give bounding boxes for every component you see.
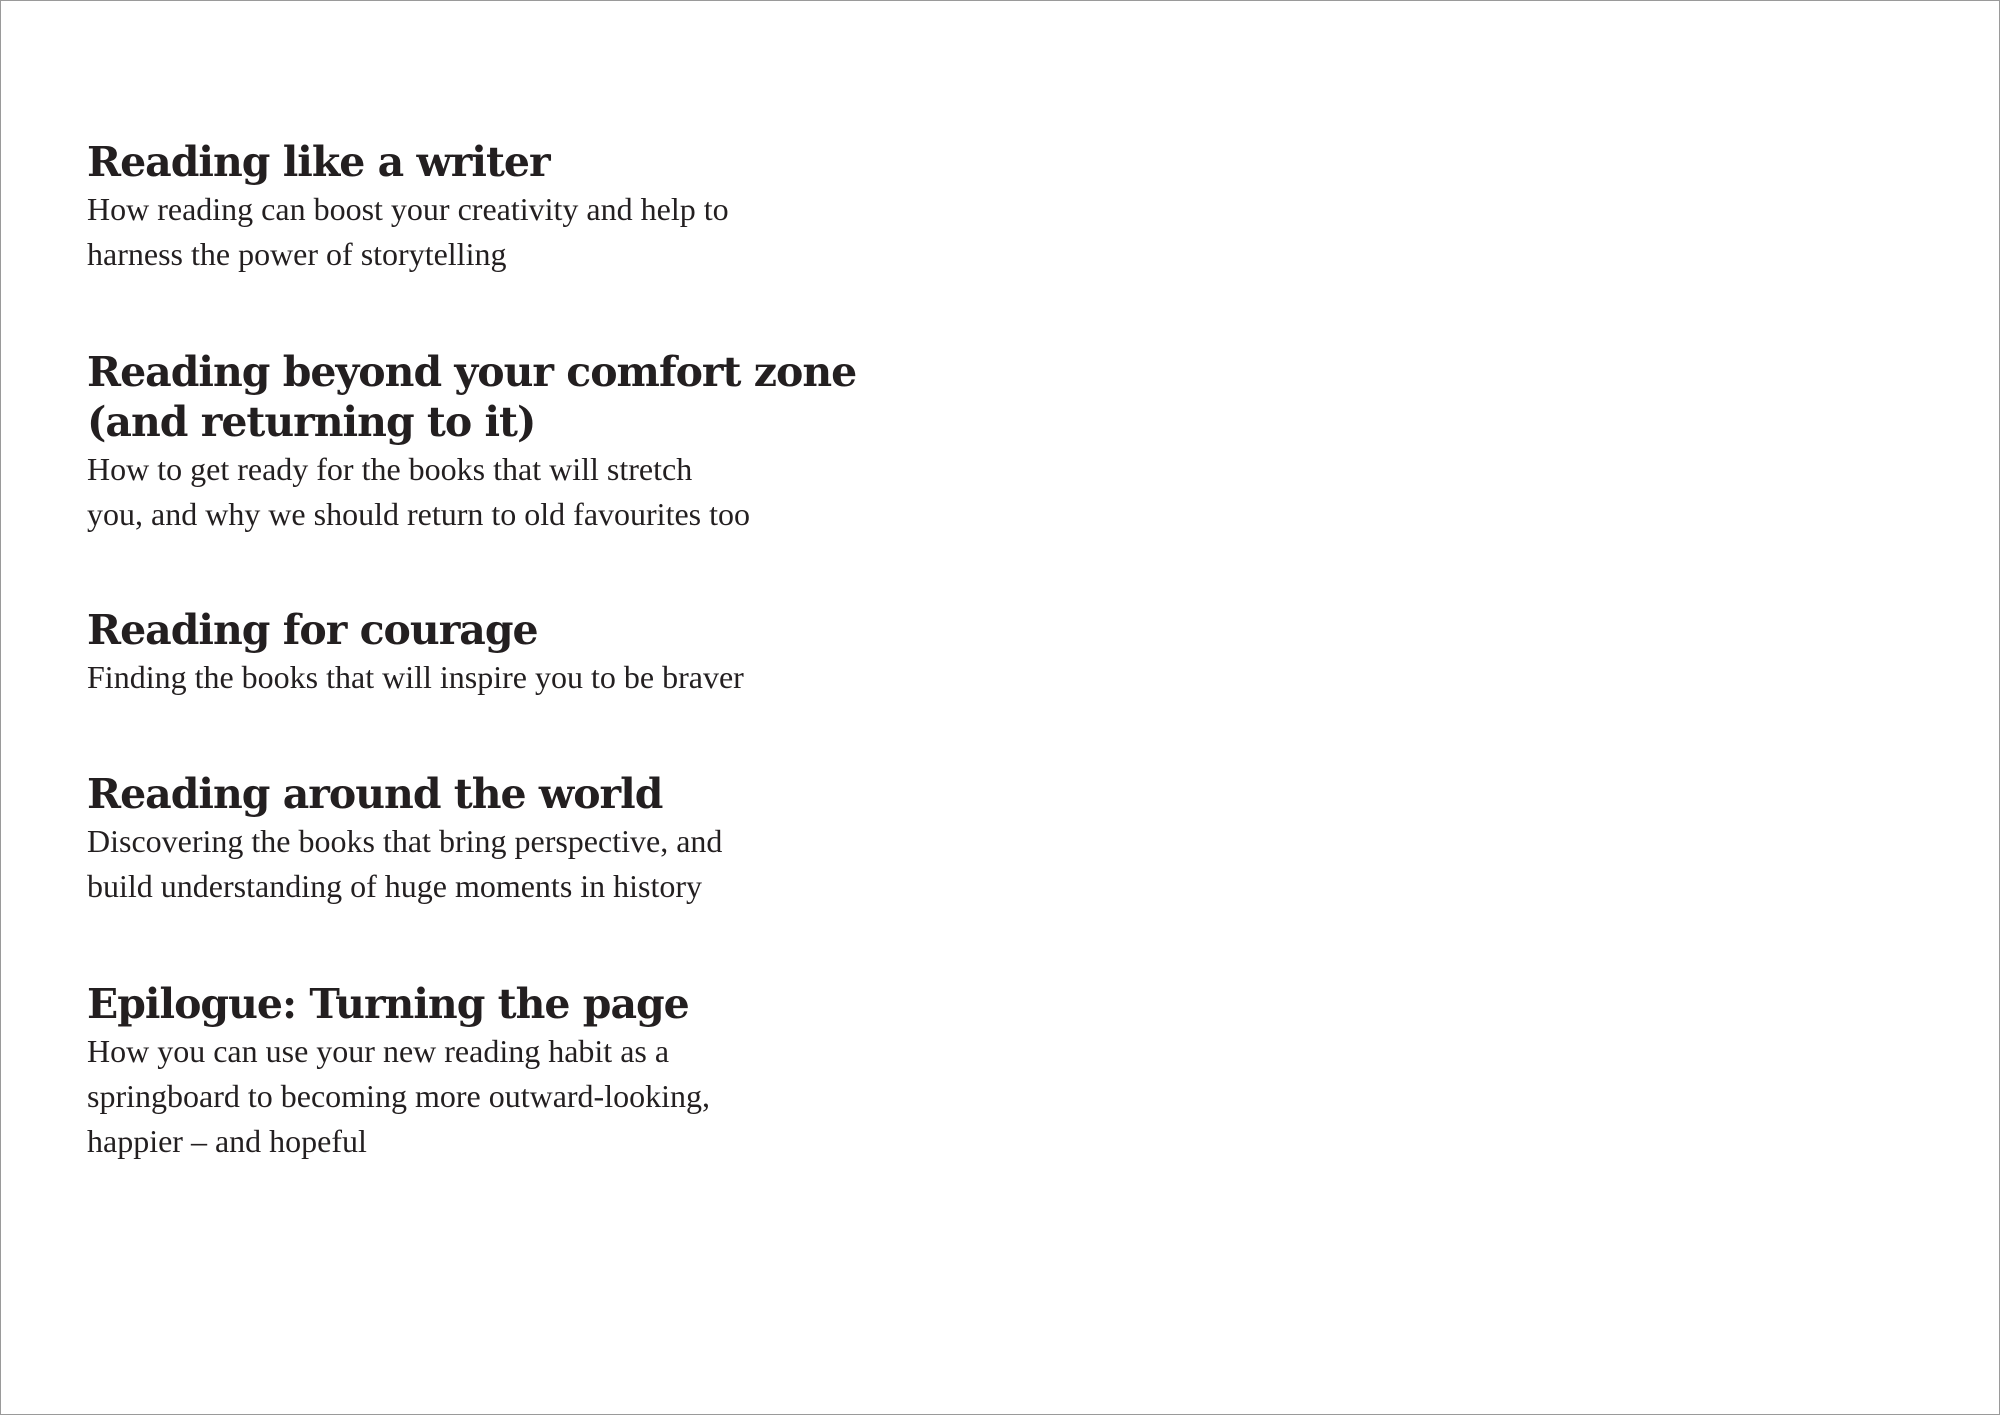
entry-description: How to get ready for the books that will stretch you, and why we should return to old favourites too xyxy=(87,451,750,532)
entry-title: Epilogue: Turning the page xyxy=(87,980,689,1028)
entry-title: Reading like a writer xyxy=(87,138,550,186)
entry-title: Reading around the world xyxy=(87,770,663,818)
entry-title: Reading beyond your comfort zone (and returning to it) xyxy=(87,348,857,446)
entry-description: Discovering the books that bring perspective, and build understanding of huge moments in history xyxy=(87,823,723,904)
contents-entry-reading-around-the-world xyxy=(87,769,987,909)
entry-description: Finding the books that will inspire you to be braver xyxy=(87,659,744,695)
contents-entry-reading-beyond-comfort-zone xyxy=(87,347,987,537)
contents-entry-reading-like-a-writer xyxy=(87,137,987,277)
entry-description: How reading can boost your creativity and help to harness the power of storytelling xyxy=(87,191,729,272)
entry-description: How you can use your new reading habit as a springboard to becoming more outward-looking, happier – and hopeful xyxy=(87,1033,710,1159)
contents-entry-reading-for-courage xyxy=(87,605,987,700)
entry-title: Reading for courage xyxy=(87,606,538,654)
contents-entry-epilogue xyxy=(87,979,987,1164)
